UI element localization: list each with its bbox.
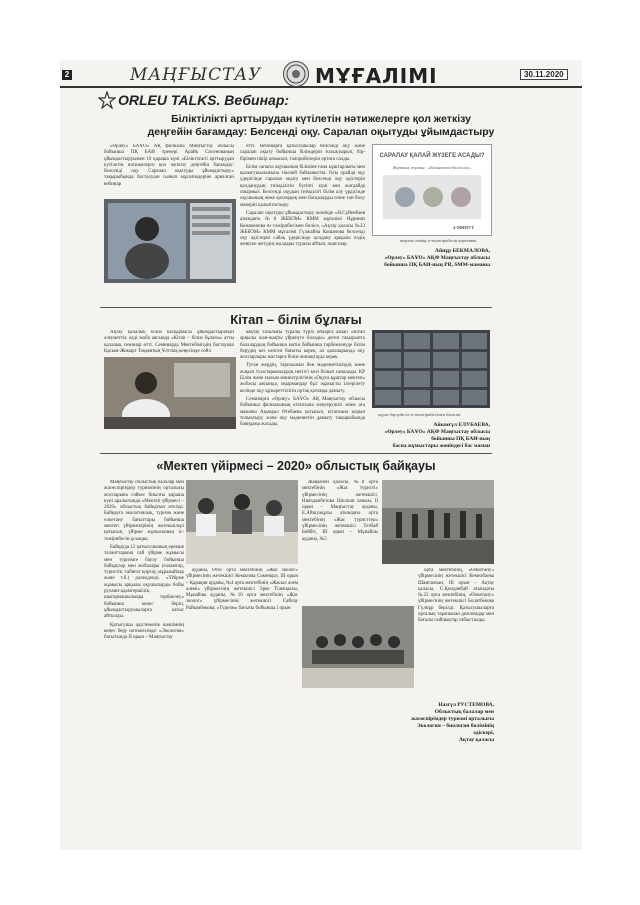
article1-column2 bbox=[240, 144, 365, 304]
star-icon bbox=[98, 91, 116, 109]
article2-video-call-photo bbox=[372, 330, 490, 408]
newspaper-page bbox=[60, 60, 582, 850]
article2-col2-p3: Семинарға «Өрлеу» БАҰО» АҚ Маңғыстау облысы бойынша филиалының кітапхана меңгерушісі және аға маманы Ақмарал Өтебаева қатысып, кітапхана қорын толықтыру және оқу мәдениетін дамыту тақырыбында баяндама жасады. bbox=[240, 396, 365, 428]
article3-column2 bbox=[186, 568, 298, 798]
article3-sig-line4: Экология – биология бөлімінің bbox=[416, 723, 494, 729]
article3-col4-p1: орта мектебінің, «Өлкетану» үйірмесінің жетекшісі Кемелбаева Шамсияхан, III орын – Ақтау қаласы, С.Қонданбай атындағы №22 орта мектебінің, «Өлкетану» үйірмесінің жетекшісі Болатбекова Гүлнұр берілді. Қатысушыларға орталық тарапынан дипломдар мен бағалы сыйлықтар табысталды. bbox=[418, 568, 494, 624]
slide-title: САРАЛАУ ҚАЛАЙ ЖҮЗЕГЕ АСАДЫ? bbox=[379, 153, 485, 159]
article2-col2-p1: аяқтау тазалығы туралы түрлі ойларға аялап «Кітап арқылы жан-жақты үйренуге болады» деген тақырыпта балалардың бойынша мәтін бойынша тәрбиеленуде білім берудің кез келген бағыты керек, ал қалаларында оқу жоспарлары жастарға білім жинақтауда керек. bbox=[240, 330, 365, 361]
article1-col1-text: «Өрлеу» БАҰО» АҚ филиалы Маңғыстау облысы бойынша ПҚ БАИ тренері Арайк Сисенованың ұйымдастыруымен 10 қараша күні «Біліктілікті арттырудан күтілетін нәтижелерге қол жеткізу деңгейін бағамдау: белсенді оқу. Саралап оқытуды ұйымдастыру» тақырыбында басталуын сынып мұғалімдеріне арналған вебинар bbox=[104, 144, 234, 187]
article1-photo-caption: тәрізге өзінің іс-тәжірибесін көрсетті. bbox=[400, 238, 478, 243]
article1-col2-p2: Білім сапасы оқушының біліміне ғана кұштарлығы мен қызығушылығына тікелей байланысты. Осы орайда оқу үдерісінде саралап оқыту мен белсенді оқу әдістерін қолданудың тиімділігін бүгінгі күні көп жағдайда опырмыз. Белсенді оқудың тиімділігі білім алу үрдісінде оқушының жеке қоғамдық мен басқаларды өзіне тән болу мәнерін қалыптастыру. bbox=[240, 164, 365, 208]
article1-webinar-photo bbox=[104, 199, 236, 283]
article1-headline-line1: Біліктілікті арттырудан күтілетін нәтижелерге қол жеткізу bbox=[171, 113, 471, 125]
article1-rubric: ORLEU TALKS. Вебинар: bbox=[118, 92, 290, 108]
article3-signature bbox=[380, 702, 494, 744]
article2-column1 bbox=[104, 330, 234, 356]
article2-teacher-photo bbox=[104, 357, 236, 429]
masthead-title: МҰҒАЛІМІ bbox=[315, 64, 438, 88]
article2-sig-line3: бойынша ПҚ БАИ-ның bbox=[431, 436, 490, 442]
emblem-icon bbox=[283, 61, 309, 87]
article3-meeting-photo bbox=[302, 606, 414, 688]
article2-column2 bbox=[240, 330, 365, 480]
article3-sig-line3: жасөспірімдер туризмі орталығы bbox=[411, 716, 494, 722]
divider bbox=[100, 307, 492, 308]
article3-column4 bbox=[418, 568, 494, 698]
article3-sig-line6: Ақтау қаласы bbox=[458, 737, 494, 743]
article1-col2-p1: өтті. Вебинарға қатысушылар белсенді оқу және саралап оқыту бойынша білімдерін толықтырып, бір-бірімен пікір алмасып, тәжірибелерін ортаға салды. bbox=[240, 144, 365, 162]
article3-column3 bbox=[302, 480, 378, 600]
article2-col2-p2: Туған жердің, тарихымыз бен мәдениетіміздің және жақын туыстарымыздың негізгі көзі болып саналады. ҚР Білім және ғылым министрлігінің «Оқуға құштар мектеп» жобасы аясында, оқырмандар бұл жұмысты ілгерілету кезінде оқу құзыреттілігін ортақ қоғамда дамыту. bbox=[240, 363, 365, 394]
article3-sig-line2: Облыстық балалар мен bbox=[434, 709, 494, 715]
article3-col1-p2: Байқауда 12 қатысушының ерекше таланттарына сай үйірме жұмысы мен туризмге баулу бойынша байқаулар мен жобалары (ғаламтор, туристік, табиғат қорғау, мұражайлар және т.б.) дәлелденді. «Үйірме жұмысы арқылы оқушыларды бойы рухани-адамгершілік, шығармашылыққа тәрбиелеу» бойынша кеңес беріп, ұйымдастырушыларға алғыс айтылды. bbox=[104, 544, 184, 620]
article3-sig-line5: әдіскері, bbox=[473, 730, 494, 736]
article2-sig-line2: «Өрлеу» БАҰО» АҚФ Маңғыстау облысы bbox=[384, 429, 490, 435]
slide-illustration bbox=[383, 175, 481, 219]
article3-col1-p1: Маңғыстау облыстық балалар мен жасөспірімдер туризмінің орталығы жоспарына сәйкес биылғы қараша күні аралығында «Мектеп үйірмесі – 2020» облыстық байқауын өткізді. Байқауға экологиялық, туризм және өлкетану бағыттары бойынша мектеп үйірмелерінің жетекшілері қатысып, үйірме жұмысының іс-тәжірибесін ұсынды. bbox=[104, 480, 184, 542]
masthead bbox=[60, 60, 582, 88]
article2-col1-text: Ақтау қалалық білім басқармасы ұйымдастыратын әлеуметтік әлді жоба аясында «Кітап – білім бұлағы» атты қалалық семинар өтті. Семинарда Мектебіміздің бастауыш Қасым-Жомарт Тоқаевтың Ұлттық кеңесінде сөйл bbox=[104, 330, 234, 354]
article3-hall-photo bbox=[382, 480, 494, 564]
article2-signature bbox=[372, 422, 490, 450]
article1-headline-line2: деңгейін бағамдау: Белсенді оқу. Саралап оқытуды ұйымдастыру bbox=[147, 126, 495, 138]
slide-footer: 4-МИНУТ bbox=[453, 225, 475, 230]
article3-col1-p3: Қатысушы әдістемелік шешімнің кеңес беру нәтижесінде: «Экология» бағытында II орын – Маңғыстау bbox=[104, 622, 184, 641]
article2-sig-line4: баспа жұмыстары жөніндегі бас маман bbox=[392, 443, 490, 449]
article1-slide-image bbox=[372, 144, 492, 236]
issue-date: 30.11.2020 bbox=[520, 69, 568, 80]
masthead-script-title: МАҢҒЫСТАУ bbox=[130, 65, 262, 85]
page-number: 2 bbox=[62, 70, 72, 80]
divider bbox=[100, 453, 492, 454]
article3-column1 bbox=[104, 480, 184, 800]
slide-subtitle: Жұптық жұмыс: «Бөлшекпен бөліп алу» bbox=[392, 165, 472, 170]
article1-sig-line3: бойынша ПҚ БАИ-ның PR, SMM-маманы bbox=[384, 262, 490, 268]
article2-photo-caption: оқуға баулуда өз іс-тәжірибесімен бөлісті. bbox=[378, 412, 462, 417]
article3-author: Назгүл РУСТЕМОВА, bbox=[438, 702, 494, 708]
article2-author: Айымгүл ЕЛУБАЕВА, bbox=[433, 422, 490, 428]
article1-signature bbox=[372, 248, 490, 269]
article1-col2-p3: Саралап оқытуды ұйымдастыру жөнінде «Н.Сүйенбаев атындағы №8 ЖББОМ» КММ мұғалімі Нұрнияз Кежекенова өз тәжірибесімен бөлісе, «Ақтау қаласы №23 ЖББОМ» КММ мұғалімі Гүлжайна Кошанова белсенді оқу әдістерін сабақ үдерісінде қолдану арқылы елдік жеңіске жетудің жолдары туралы айтып, оқиғалар bbox=[240, 210, 365, 248]
article3-classroom-photo bbox=[186, 480, 298, 564]
article1-author: Айнұр БЕКМАЛОВА, bbox=[435, 248, 490, 254]
article2-headline: Кітап – білім бұлағы bbox=[230, 312, 362, 327]
article3-col3-p1: Жаңаөзен қаласы, №8 орта мектебінің «Жас туристі» үйірмесінің жетекшісі, Нияздамбетова Шолпан ханым, II орын – Маңғыстау ауданы, Е.Айшуақұлы атындағы орта мектебінің «Жас туристтер» үйірмесінің жетекшісі Тезбай Бейбіт, III орын – Мұнайлы ауданы, №5 bbox=[302, 480, 378, 542]
article3-headline: «Мектеп үйірмесі – 2020» облыстық байқауы bbox=[156, 459, 436, 473]
article1-column1 bbox=[104, 144, 234, 196]
article3-col2-p1: ауданы, Өтес орта мектебінің «Жас эколог» үйірмесінің жетекшісі Кемалова Сәкенқыз, III орын – Қарақия ауданы, №4 орта мектебінің «Жасыл әлем әлемі» үйірмесінің жетекшісі Эрке Тілекқызы, Мұнайлы ауданы, №10 орта мектебінің «Жас эколог» үйірмесінің жетекшісі Сайлау Райымбекова; «Туризм» бағыты бойынша I орын bbox=[186, 568, 298, 611]
article1-sig-line2: «Өрлеу» БАҰО» АҚФ Маңғыстау облысы bbox=[384, 255, 490, 261]
